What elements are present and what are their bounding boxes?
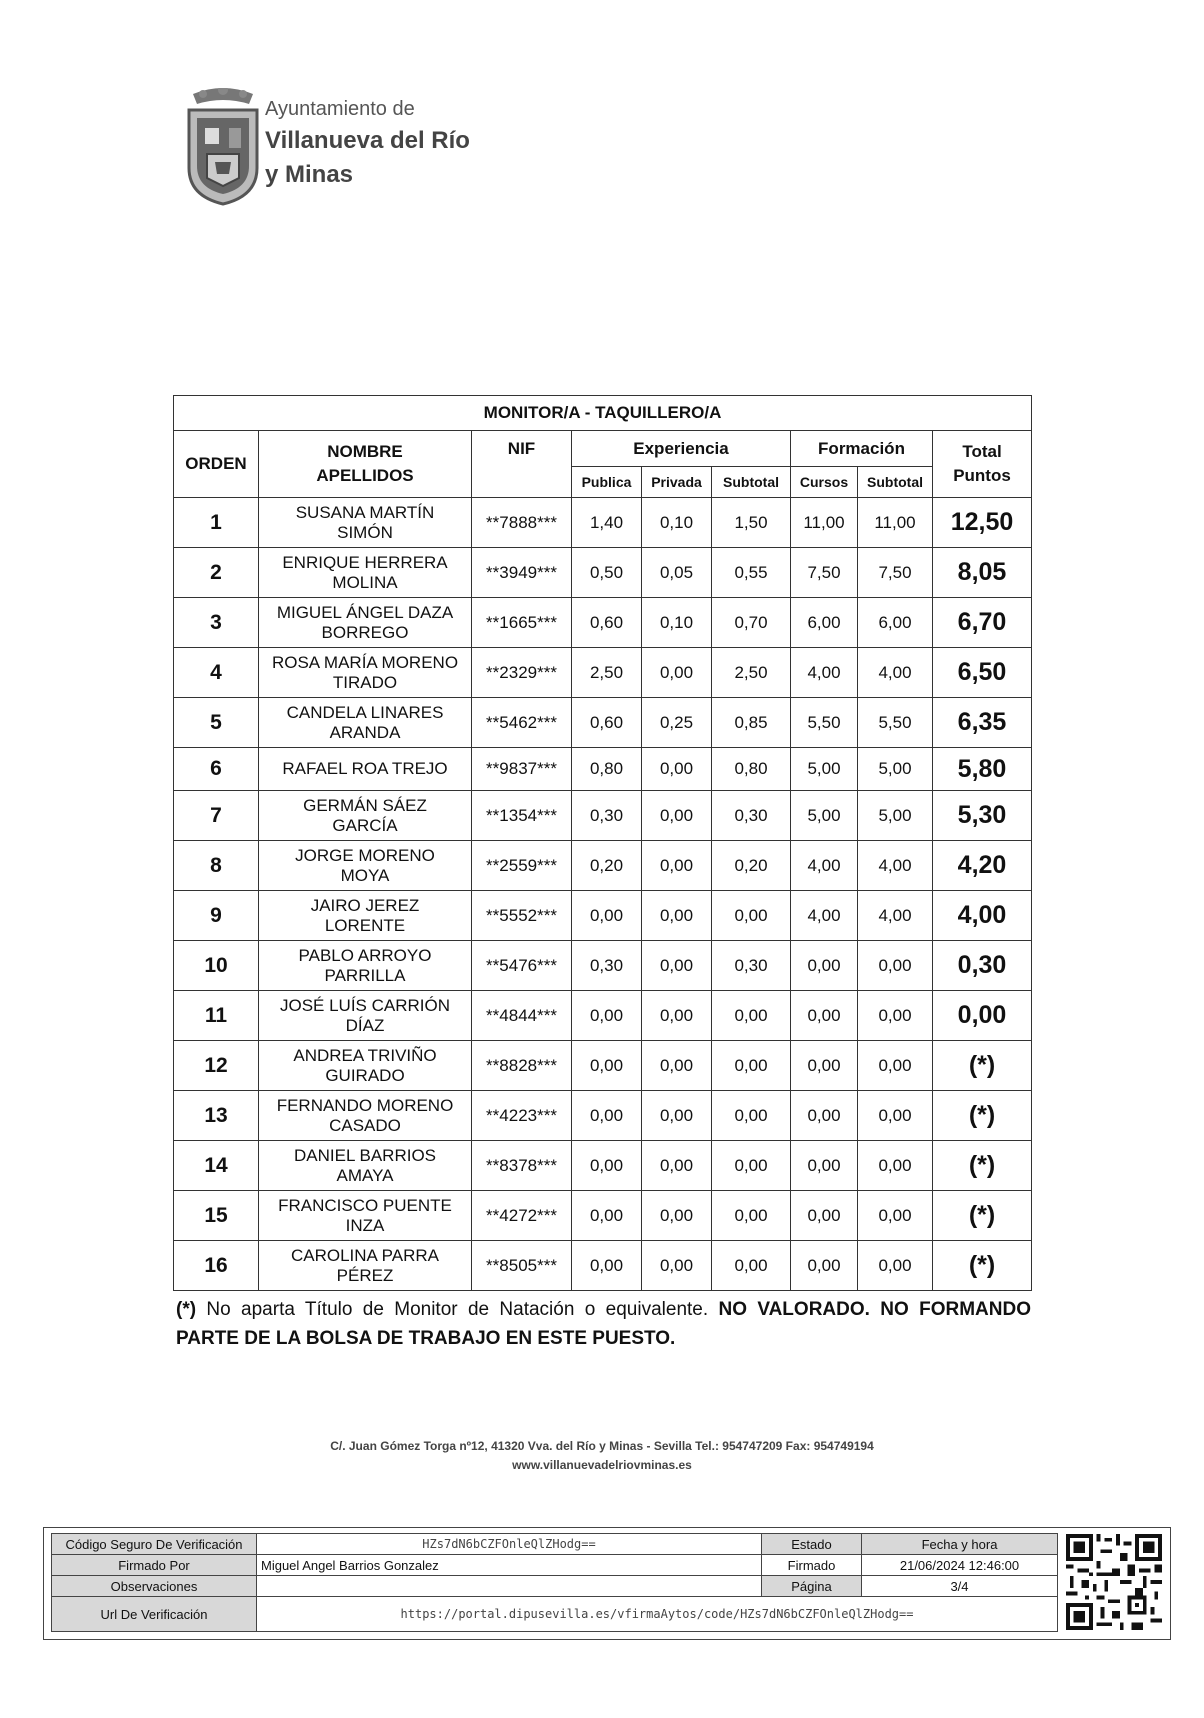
cell-subtotal-form: 4,00 — [858, 648, 933, 698]
cell-nombre-line2: MOLINA — [332, 572, 398, 592]
table-row — [174, 548, 1032, 598]
cell-nombre — [259, 941, 472, 991]
cell-total: 4,20 — [933, 841, 1032, 891]
cell-publica: 0,50 — [572, 548, 642, 598]
results-table — [173, 395, 1032, 1291]
table-row — [174, 1191, 1032, 1241]
table-row — [174, 991, 1032, 1041]
cell-cursos: 5,50 — [791, 698, 858, 748]
footer-address-block — [0, 1437, 1204, 1474]
footer-address: C/. Juan Gómez Torga nº12, 41320 Vva. del Río y Minas - Sevilla Tel.: 954747209 Fax: 954749194 — [330, 1439, 874, 1453]
footnote — [176, 1296, 1031, 1353]
header-publica: Publica — [572, 467, 642, 498]
cell-cursos: 0,00 — [791, 1141, 858, 1191]
cell-publica: 0,60 — [572, 698, 642, 748]
cell-cursos: 5,00 — [791, 791, 858, 841]
header-nombre-line1: NOMBRE — [327, 442, 403, 461]
header-orden: ORDEN — [174, 431, 259, 498]
cell-nombre-line2: LORENTE — [324, 915, 406, 935]
cell-subtotal-exp: 0,00 — [712, 1041, 791, 1091]
cell-total: (*) — [933, 1191, 1032, 1241]
cell-orden: 8 — [174, 841, 259, 891]
cell-orden: 7 — [174, 791, 259, 841]
cell-privada: 0,00 — [642, 941, 712, 991]
cell-privada: 0,00 — [642, 1191, 712, 1241]
cell-privada: 0,00 — [642, 991, 712, 1041]
cell-nombre — [259, 991, 472, 1041]
cell-privada: 0,00 — [642, 1241, 712, 1291]
organization-name — [265, 98, 470, 188]
codigo-label: Código Seguro De Verificación — [52, 1534, 257, 1555]
firmado-por-label: Firmado Por — [52, 1555, 257, 1576]
org-line-3: y Minas — [265, 160, 354, 188]
org-line-1: Ayuntamiento de — [265, 98, 415, 120]
cell-nombre — [259, 841, 472, 891]
cell-publica: 0,00 — [572, 1141, 642, 1191]
header-subtotal-form: Subtotal — [858, 467, 933, 498]
cell-cursos: 0,00 — [791, 1041, 858, 1091]
cell-publica: 0,00 — [572, 991, 642, 1041]
cell-publica: 0,00 — [572, 1041, 642, 1091]
cell-nombre-line1: CAROLINA PARRA — [290, 1245, 439, 1265]
cell-nombre — [259, 648, 472, 698]
cell-subtotal-exp: 0,00 — [712, 1141, 791, 1191]
footnote-bold-text: NO VALORADO. NO FORMANDO PARTE DE LA BOLSA DE TRABAJO EN ESTE PUESTO. — [176, 1299, 1031, 1349]
cell-nombre — [259, 1091, 472, 1141]
header-subtotal-exp: Subtotal — [712, 467, 791, 498]
cell-nombre-line2: DÍAZ — [345, 1015, 385, 1035]
cell-publica: 0,00 — [572, 891, 642, 941]
header-cursos: Cursos — [791, 467, 858, 498]
cell-total: 4,00 — [933, 891, 1032, 941]
table-row — [174, 841, 1032, 891]
cell-subtotal-form: 4,00 — [858, 841, 933, 891]
cell-nif: **2329*** — [472, 648, 572, 698]
header-nombre — [259, 431, 472, 498]
cell-nif: **8505*** — [472, 1241, 572, 1291]
cell-nombre-line1: FERNANDO MORENO — [276, 1095, 454, 1115]
cell-privada: 0,00 — [642, 1041, 712, 1091]
cell-total: (*) — [933, 1241, 1032, 1291]
url-value[interactable]: https://portal.dipusevilla.es/vfirmaAytos/code/HZs7dN6bCZFOnleQlZHodg== — [257, 1597, 1058, 1632]
cell-nombre-line2: TIRADO — [332, 672, 398, 692]
cell-orden: 14 — [174, 1141, 259, 1191]
cell-subtotal-exp: 0,55 — [712, 548, 791, 598]
cell-cursos: 4,00 — [791, 648, 858, 698]
table-title: MONITOR/A - TAQUILLERO/A — [174, 396, 1032, 431]
cell-nombre-line1: SUSANA MARTÍN — [295, 502, 435, 522]
header-formacion: Formación — [791, 431, 933, 467]
table-row — [174, 941, 1032, 991]
cell-cursos: 7,50 — [791, 548, 858, 598]
cell-nif: **5476*** — [472, 941, 572, 991]
cell-orden: 2 — [174, 548, 259, 598]
table-row — [174, 1241, 1032, 1291]
cell-nombre-line2: MOYA — [340, 865, 390, 885]
cell-nombre-line1: MIGUEL ÁNGEL DAZA — [276, 602, 454, 622]
cell-nombre — [259, 1041, 472, 1091]
cell-nombre-line2: SIMÓN — [337, 522, 393, 542]
cell-cursos: 0,00 — [791, 1091, 858, 1141]
fecha-value: 21/06/2024 12:46:00 — [862, 1555, 1058, 1576]
cell-nif: **4844*** — [472, 991, 572, 1041]
cell-nif: **2559*** — [472, 841, 572, 891]
cell-nombre — [259, 1241, 472, 1291]
cell-privada: 0,10 — [642, 598, 712, 648]
cell-subtotal-exp: 0,30 — [712, 941, 791, 991]
header-total-line2: Puntos — [953, 466, 1011, 485]
cell-nif: **3949*** — [472, 548, 572, 598]
cell-privada: 0,00 — [642, 648, 712, 698]
cell-subtotal-form: 5,00 — [858, 748, 933, 791]
footer-website[interactable]: www.villanuevadelriovminas.es — [512, 1457, 692, 1472]
cell-nombre-line1: ENRIQUE HERRERA — [282, 552, 448, 572]
cell-nombre — [259, 791, 472, 841]
cell-publica: 2,50 — [572, 648, 642, 698]
cell-publica: 1,40 — [572, 498, 642, 548]
cell-privada: 0,00 — [642, 841, 712, 891]
cell-orden: 10 — [174, 941, 259, 991]
cell-subtotal-exp: 0,20 — [712, 841, 791, 891]
cell-nombre — [259, 1191, 472, 1241]
coat-of-arms-icon — [183, 88, 263, 206]
cell-subtotal-form: 0,00 — [858, 1141, 933, 1191]
cell-subtotal-form: 0,00 — [858, 1041, 933, 1091]
cell-nombre-line1: JAIRO JEREZ — [310, 895, 420, 915]
cell-orden: 6 — [174, 748, 259, 791]
cell-subtotal-exp: 2,50 — [712, 648, 791, 698]
cell-publica: 0,20 — [572, 841, 642, 891]
cell-subtotal-exp: 0,80 — [712, 748, 791, 791]
header-total-line1: Total — [962, 442, 1002, 461]
table-row — [174, 748, 1032, 791]
observaciones-label: Observaciones — [52, 1576, 257, 1597]
cell-subtotal-form: 0,00 — [858, 1191, 933, 1241]
header-nif: NIF — [472, 431, 572, 498]
estado-label: Estado — [762, 1534, 862, 1555]
cell-nif: **5462*** — [472, 698, 572, 748]
cell-total: 0,30 — [933, 941, 1032, 991]
header-experiencia: Experiencia — [572, 431, 791, 467]
cell-nombre — [259, 548, 472, 598]
cell-total: 6,70 — [933, 598, 1032, 648]
cell-nombre — [259, 891, 472, 941]
cell-privada: 0,00 — [642, 791, 712, 841]
cell-nombre-line1: PABLO ARROYO — [298, 945, 432, 965]
cell-nombre-line1: ANDREA TRIVIÑO — [293, 1045, 437, 1065]
table-row — [174, 648, 1032, 698]
cell-subtotal-exp: 0,70 — [712, 598, 791, 648]
cell-publica: 0,00 — [572, 1191, 642, 1241]
cell-privada: 0,00 — [642, 1141, 712, 1191]
table-row — [174, 698, 1032, 748]
pagina-label: Página — [762, 1576, 862, 1597]
cell-nombre-line1: CANDELA LINARES — [286, 702, 444, 722]
cell-total: 8,05 — [933, 548, 1032, 598]
cell-orden: 5 — [174, 698, 259, 748]
verification-table — [51, 1533, 1058, 1632]
observaciones-value — [257, 1576, 762, 1597]
cell-cursos: 4,00 — [791, 891, 858, 941]
footnote-text: No aparta Título de Monitor de Natación o equivalente. — [196, 1299, 719, 1320]
cell-nif: **8378*** — [472, 1141, 572, 1191]
table-row — [174, 1141, 1032, 1191]
cell-subtotal-exp: 0,30 — [712, 791, 791, 841]
cell-nombre: RAFAEL ROA TREJO — [259, 748, 472, 791]
cell-nombre-line1: JORGE MORENO — [295, 845, 435, 865]
cell-orden: 13 — [174, 1091, 259, 1141]
cell-subtotal-form: 0,00 — [858, 991, 933, 1041]
cell-cursos: 4,00 — [791, 841, 858, 891]
header-total — [933, 431, 1032, 498]
header-nombre-line2: APELLIDOS — [316, 466, 414, 485]
footnote-marker: (*) — [176, 1299, 197, 1320]
cell-subtotal-exp: 0,00 — [712, 891, 791, 941]
header-logo — [183, 88, 523, 208]
header-privada: Privada — [642, 467, 712, 498]
cell-nombre-line2: GUIRADO — [325, 1065, 405, 1085]
cell-nif: **1665*** — [472, 598, 572, 648]
cell-publica: 0,00 — [572, 1091, 642, 1141]
cell-subtotal-exp: 0,00 — [712, 1091, 791, 1141]
cell-total: 5,30 — [933, 791, 1032, 841]
cell-nif: **5552*** — [472, 891, 572, 941]
cell-cursos: 0,00 — [791, 991, 858, 1041]
cell-cursos: 11,00 — [791, 498, 858, 548]
cell-subtotal-form: 0,00 — [858, 941, 933, 991]
cell-nombre — [259, 698, 472, 748]
cell-nombre — [259, 1141, 472, 1191]
cell-orden: 12 — [174, 1041, 259, 1091]
pagina-value: 3/4 — [862, 1576, 1058, 1597]
table-row — [174, 1091, 1032, 1141]
table-row — [174, 791, 1032, 841]
cell-subtotal-form: 5,00 — [858, 791, 933, 841]
cell-cursos: 6,00 — [791, 598, 858, 648]
cell-publica: 0,80 — [572, 748, 642, 791]
cell-nif: **4272*** — [472, 1191, 572, 1241]
cell-publica: 0,00 — [572, 1241, 642, 1291]
cell-total: (*) — [933, 1041, 1032, 1091]
cell-nombre-line2: BORREGO — [321, 622, 409, 642]
cell-nombre-line2: AMAYA — [336, 1165, 394, 1185]
url-label: Url De Verificación — [52, 1597, 257, 1632]
cell-orden: 16 — [174, 1241, 259, 1291]
cell-subtotal-form: 0,00 — [858, 1091, 933, 1141]
cell-nombre-line1: FRANCISCO PUENTE — [278, 1195, 452, 1215]
cell-cursos: 0,00 — [791, 941, 858, 991]
cell-orden: 15 — [174, 1191, 259, 1241]
cell-nombre — [259, 598, 472, 648]
cell-total: (*) — [933, 1141, 1032, 1191]
cell-privada: 0,00 — [642, 1091, 712, 1141]
cell-total: 0,00 — [933, 991, 1032, 1041]
cell-total: 5,80 — [933, 748, 1032, 791]
cell-nombre-line2: INZA — [345, 1215, 385, 1235]
cell-nombre-line2: ARANDA — [329, 722, 401, 742]
cell-subtotal-exp: 0,00 — [712, 1241, 791, 1291]
estado-value: Firmado — [762, 1555, 862, 1576]
cell-subtotal-form: 7,50 — [858, 548, 933, 598]
cell-orden: 3 — [174, 598, 259, 648]
cell-publica: 0,60 — [572, 598, 642, 648]
verification-box — [43, 1527, 1171, 1640]
cell-subtotal-exp: 0,00 — [712, 991, 791, 1041]
cell-total: 6,50 — [933, 648, 1032, 698]
cell-nombre-line1: JOSÉ LUÍS CARRIÓN — [279, 995, 451, 1015]
cell-nombre-line2: PÉREZ — [336, 1265, 394, 1285]
cell-total: (*) — [933, 1091, 1032, 1141]
table-row — [174, 1041, 1032, 1091]
qr-code-icon — [1066, 1534, 1162, 1630]
cell-cursos: 0,00 — [791, 1241, 858, 1291]
cell-subtotal-form: 4,00 — [858, 891, 933, 941]
cell-privada: 0,00 — [642, 748, 712, 791]
cell-orden: 11 — [174, 991, 259, 1041]
cell-subtotal-exp: 0,85 — [712, 698, 791, 748]
cell-orden: 9 — [174, 891, 259, 941]
cell-nombre-line2: GARCÍA — [332, 815, 398, 835]
cell-nombre-line2: CASADO — [329, 1115, 401, 1135]
cell-orden: 4 — [174, 648, 259, 698]
cell-nif: **1354*** — [472, 791, 572, 841]
fecha-label: Fecha y hora — [862, 1534, 1058, 1555]
cell-nif: **4223*** — [472, 1091, 572, 1141]
cell-nombre-line1: DANIEL BARRIOS — [293, 1145, 437, 1165]
cell-subtotal-form: 0,00 — [858, 1241, 933, 1291]
cell-subtotal-exp: 1,50 — [712, 498, 791, 548]
cell-nif: **9837*** — [472, 748, 572, 791]
cell-nombre-line1: GERMÁN SÁEZ — [303, 795, 427, 815]
cell-privada: 0,10 — [642, 498, 712, 548]
cell-nombre-line2: PARRILLA — [324, 965, 406, 985]
firmado-por-value: Miguel Angel Barrios Gonzalez — [257, 1555, 762, 1576]
codigo-value: HZs7dN6bCZFOnleQlZHodg== — [257, 1534, 762, 1555]
cell-nif: **8828*** — [472, 1041, 572, 1091]
cell-privada: 0,05 — [642, 548, 712, 598]
cell-publica: 0,30 — [572, 941, 642, 991]
cell-nombre-line1: ROSA MARÍA MORENO — [271, 652, 459, 672]
table-row — [174, 891, 1032, 941]
cell-nombre — [259, 498, 472, 548]
cell-subtotal-form: 11,00 — [858, 498, 933, 548]
table-row — [174, 498, 1032, 548]
cell-total: 6,35 — [933, 698, 1032, 748]
cell-subtotal-form: 6,00 — [858, 598, 933, 648]
table-row — [174, 598, 1032, 648]
org-line-2: Villanueva del Río — [265, 127, 470, 154]
cell-cursos: 0,00 — [791, 1191, 858, 1241]
cell-total: 12,50 — [933, 498, 1032, 548]
cell-subtotal-exp: 0,00 — [712, 1191, 791, 1241]
cell-orden: 1 — [174, 498, 259, 548]
cell-publica: 0,30 — [572, 791, 642, 841]
cell-privada: 0,25 — [642, 698, 712, 748]
cell-privada: 0,00 — [642, 891, 712, 941]
cell-subtotal-form: 5,50 — [858, 698, 933, 748]
cell-cursos: 5,00 — [791, 748, 858, 791]
cell-nif: **7888*** — [472, 498, 572, 548]
